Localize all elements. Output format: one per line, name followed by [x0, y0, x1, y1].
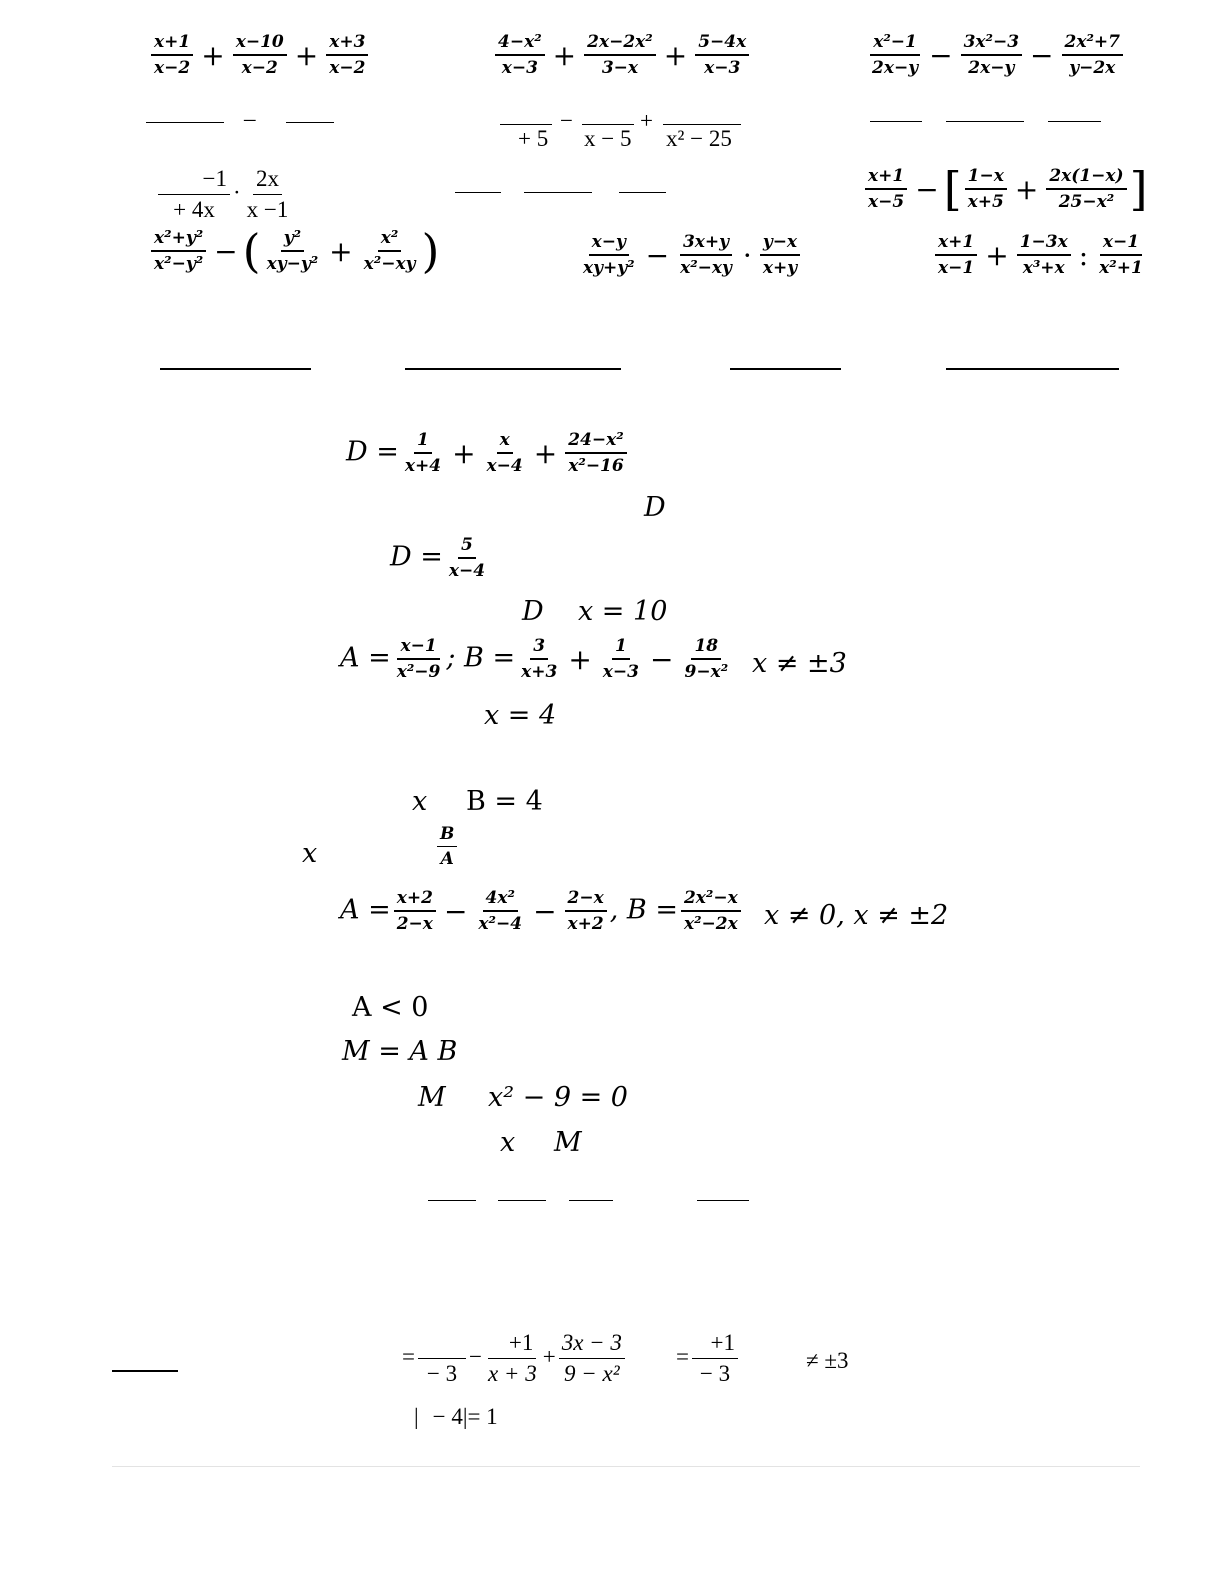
fraction-bar [498, 1200, 546, 1201]
fraction: $\frac{x+3}{x-2}$ [326, 32, 368, 78]
m-symbol: M [418, 1082, 446, 1113]
fraction-bar [1048, 121, 1101, 122]
fraction-bar [524, 192, 592, 193]
fraction: $\frac{\text{x²}}{\text{x²−xy}}$ [363, 228, 416, 274]
fraction: $\frac{\text{2x²+7}}{y-2x}$ [1062, 32, 1123, 78]
fraction: − 3 [418, 1330, 466, 1387]
fraction: $\frac{3x - 3}{\text{9 − x²}}$ [559, 1330, 625, 1387]
fraction-bar [582, 124, 634, 125]
fraction: $\frac{\text{24−x²}}{\text{x²−16}}$ [565, 430, 626, 476]
fraction-bar [870, 121, 922, 122]
fraction: $\frac{-1}{+ 4x}$ [158, 166, 230, 223]
domain-condition: x ≠ ±3 [752, 648, 847, 679]
fraction: $\frac{2-x}{x+2}$ [565, 888, 607, 934]
divider [112, 1466, 1140, 1467]
x-symbol: x [412, 786, 428, 817]
expr-4-1: $\frac{\text{x²+y²}}{\text{x²−y²}}$ − ( $\frac{\text{y²}}{\text{xy−y²}}$ + $\frac{\text{x²}}{\text{x²−xy}}$ ) [148, 228, 439, 274]
fraction: $\frac{x-y}{\text{xy+y²}}$ [583, 232, 635, 278]
fraction: $\frac{2x(1-x)}{\text{25−x²}}$ [1046, 166, 1126, 212]
answer-line [160, 368, 311, 370]
expr-4-2: $\frac{x-y}{\text{xy+y²}}$ − $\frac{3x+y}{\text{x²−xy}}$ · $\frac{y-x}{x+y}$ [577, 232, 803, 278]
fraction: $\frac{x+2}{2-x}$ [394, 888, 436, 934]
minus-sign: − [560, 108, 573, 133]
answer-line [946, 368, 1119, 370]
expr-3-3: $\frac{x+1}{x-5}$ − [ $\frac{1-x}{x+5}$ + $\frac{2x(1-x)}{\text{25−x²}}$ ] [862, 166, 1148, 212]
fraction: $\frac{\text{x²+y²}}{\text{x²−y²}}$ [151, 228, 206, 274]
expr-1-2: $\frac{\text{4−x²}}{x-3}$ + $\frac{\text{2x−2x²}}{3-x}$ + $\frac{5-4x}{x-3}$ [492, 32, 752, 78]
x-symbol: x [302, 838, 318, 869]
fraction: $\frac{\text{2x−2x²}}{3-x}$ [584, 32, 656, 78]
fraction-bar [697, 1200, 749, 1201]
fraction: $\frac{+1}{x + 3}$ [487, 1330, 537, 1386]
equation-1: = − 3 − $\frac{+1}{x + 3}$ + $\frac{3x - 3}{\text{9 − x²}}$ [402, 1330, 628, 1387]
absolute-value-equation: | − 4|= 1 [414, 1404, 498, 1429]
fraction: $\frac{3}{x+3}$ [521, 636, 558, 682]
fraction: $\frac{1}{x+4}$ [404, 430, 442, 476]
fraction-bar [500, 124, 552, 125]
fraction: $\frac{x+1}{x-1}$ [935, 232, 977, 278]
ab-definition: A = $\frac{x-1}{\text{x²−9}}$ ; B = $\frac{3}{x+3}$ + $\frac{1}{x-3}$ − $\frac{18}{\text{9−x²}}$ [340, 636, 734, 682]
denominator: x − 5 [584, 126, 632, 151]
a-inequality: A < 0 [352, 992, 429, 1023]
x-condition: x = 10 [578, 596, 668, 627]
fraction: $\frac{5}{x-4}$ [448, 535, 486, 581]
fraction: $\frac{\text{4x²}}{\text{x²−4}}$ [478, 888, 523, 934]
quadratic-equation: x² − 9 = 0 [488, 1082, 628, 1113]
fraction-bar [946, 121, 1024, 122]
fraction: $\frac{x+1}{x-2}$ [151, 32, 193, 78]
expr-4-3: $\frac{x+1}{x-1}$ + $\frac{1-3x}{\text{x³+x}}$ : $\frac{x-1}{\text{x²+1}}$ [932, 232, 1149, 278]
domain-condition: ≠ ±3 [806, 1348, 849, 1373]
expr-1-1: $\frac{x+1}{x-2}$ + $\frac{x-10}{x-2}$ + $\frac{x+3}{x-2}$ [148, 32, 371, 78]
fraction-bar [286, 122, 334, 123]
answer-line [112, 1370, 178, 1372]
fraction: $\frac{B}{A}$ [437, 824, 457, 869]
fraction: $\frac{x}{x-4}$ [486, 430, 523, 476]
fraction: $\frac{5-4x}{x-3}$ [695, 32, 749, 78]
fraction: $\frac{1-x}{x+5}$ [965, 166, 1007, 212]
fraction-bar [146, 122, 224, 123]
fraction: $\frac{3x+y}{\text{x²−xy}}$ [680, 232, 732, 278]
fraction-bar [619, 192, 666, 193]
fraction: $\frac{2x}{x -1}$ [246, 166, 289, 222]
m-symbol: M [554, 1127, 582, 1158]
fraction-bar [428, 1200, 476, 1201]
equation-2: = $\frac{+1}{- 3}$ [676, 1330, 741, 1387]
x-symbol: x [500, 1127, 516, 1158]
fraction: $\frac{x-10}{x-2}$ [233, 32, 287, 78]
fraction: $\frac{\text{2x²−x}}{\text{x²−2x}}$ [681, 888, 741, 934]
fraction: $\frac{y-x}{x+y}$ [760, 232, 800, 278]
fraction: $\frac{\text{4−x²}}{x-3}$ [495, 32, 545, 78]
m-definition: M = A B [342, 1036, 458, 1067]
b-equation: B = 4 [466, 786, 543, 817]
fraction: $\frac{1}{x-3}$ [602, 636, 640, 682]
fraction: $\frac{x-1}{\text{x²+1}}$ [1099, 232, 1143, 278]
plus-sign: + [640, 108, 653, 133]
answer-line [730, 368, 841, 370]
fraction: $\frac{x-1}{\text{x²−9}}$ [396, 636, 441, 682]
d-definition: D = $\frac{1}{x+4}$ + $\frac{x}{x-4}$ + $\frac{\text{24−x²}}{\text{x²−16}}$ [346, 430, 630, 476]
expr-1-3: $\frac{\text{x²−1}}{2x-y}$ − $\frac{\text{3x²−3}}{2x-y}$ − $\frac{\text{2x²+7}}{y-2x}$ [866, 32, 1126, 78]
denominator: + 5 [518, 126, 549, 151]
fraction: $\frac{\text{y²}}{\text{xy−y²}}$ [266, 228, 319, 274]
d-value-symbol: D [522, 596, 544, 627]
d-symbol: D [644, 492, 666, 523]
fraction: $\frac{1-3x}{\text{x³+x}}$ [1017, 232, 1071, 278]
fraction: $\frac{x+1}{x-5}$ [865, 166, 907, 212]
ab-definition-2: A = $\frac{x+2}{2-x}$ − $\frac{\text{4x²}}{\text{x²−4}}$ − $\frac{2-x}{x+2}$ , B = $\frac{\text{2x²−x}}{\text{x²−2x}}$ [340, 888, 744, 934]
fraction: $\frac{18}{\text{9−x²}}$ [684, 636, 729, 682]
eval-point: x = 4 [484, 700, 557, 731]
fraction: $\frac{+1}{- 3}$ [692, 1330, 738, 1387]
fraction: $\frac{\text{3x²−3}}{2x-y}$ [961, 32, 1022, 78]
fraction-bar [569, 1200, 613, 1201]
denominator: x² − 25 [666, 126, 732, 151]
minus-sign: – [244, 106, 256, 131]
fraction-bar [663, 124, 741, 125]
expr-3-1: $\frac{-1}{+ 4x}$ · $\frac{2x}{x -1}$ [155, 166, 294, 223]
answer-line [405, 368, 621, 370]
fraction-bar [455, 192, 501, 193]
d-simplified: D = $\frac{5}{x-4}$ [390, 535, 491, 581]
b-over-a [434, 824, 460, 869]
domain-condition: x ≠ 0, x ≠ ±2 [764, 900, 949, 931]
fraction: $\frac{\text{x²−1}}{2x-y}$ [872, 32, 919, 78]
